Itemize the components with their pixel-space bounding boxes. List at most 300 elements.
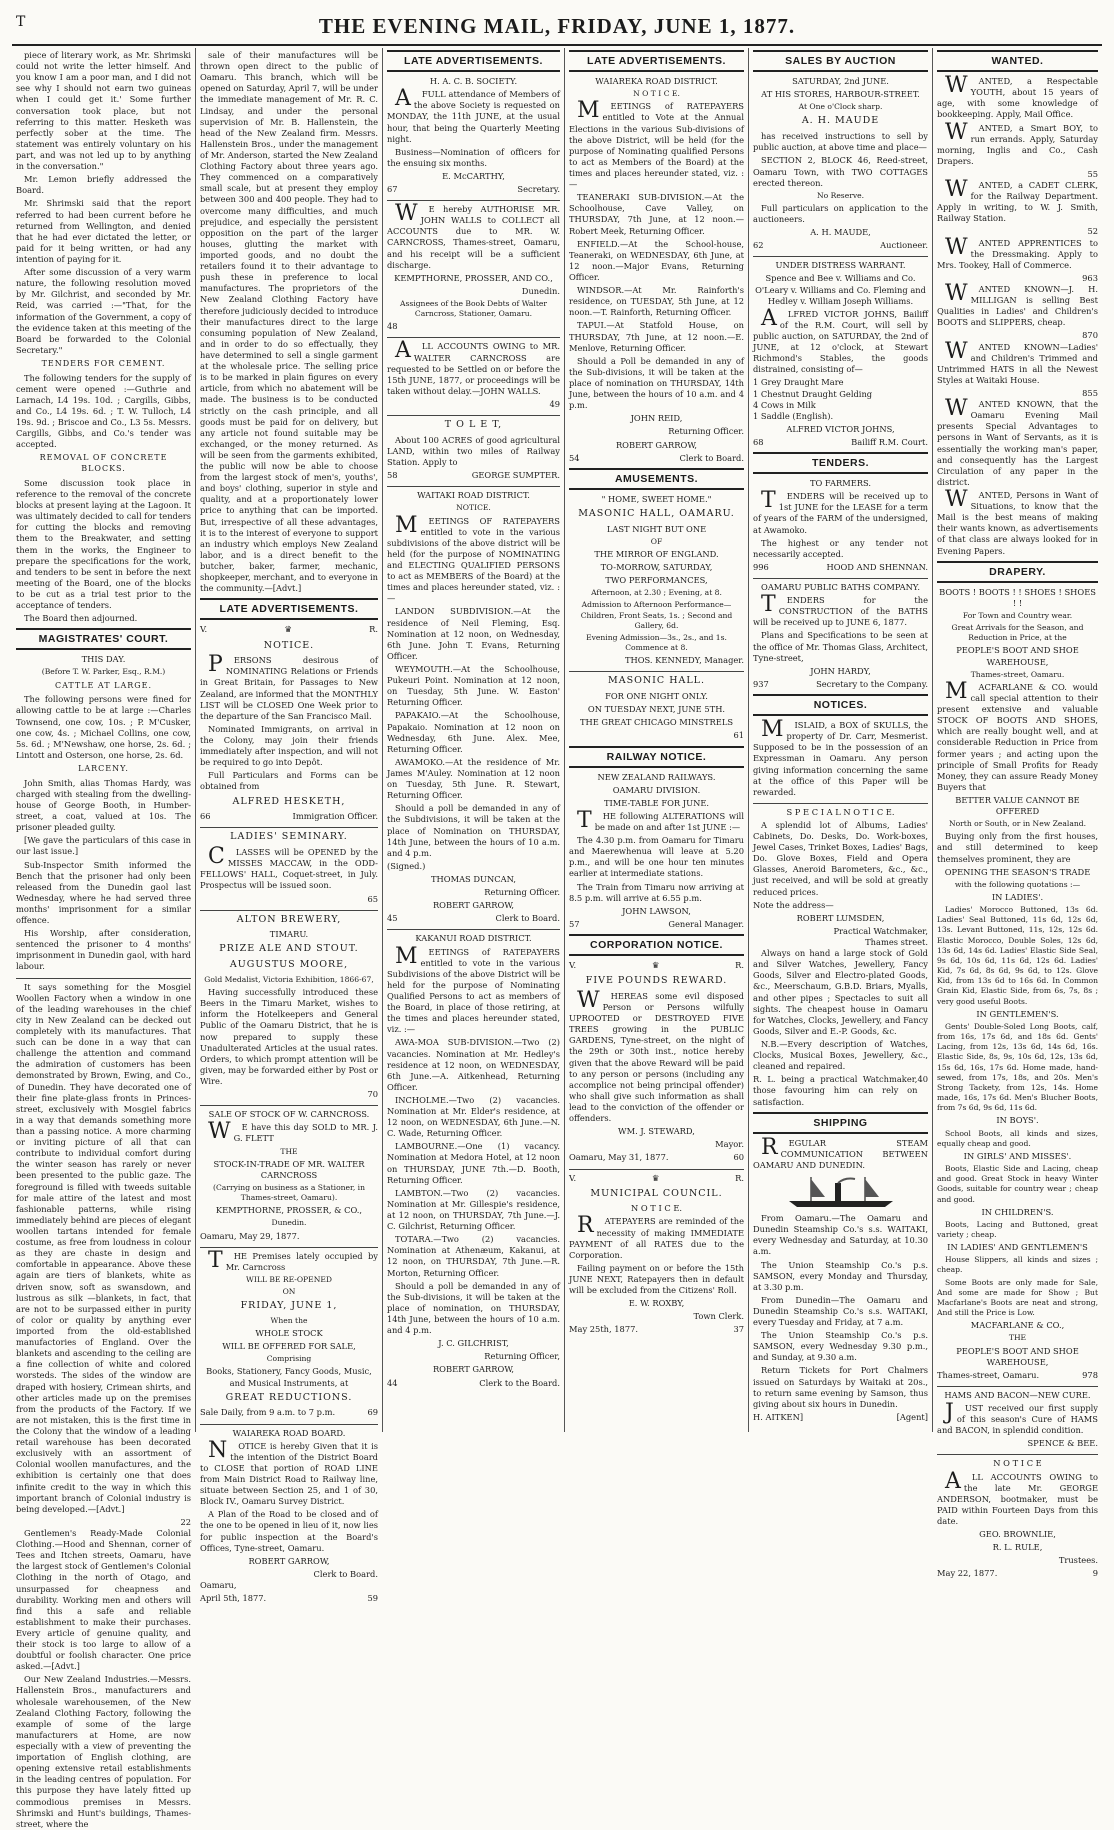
divider <box>387 415 560 416</box>
ad-subheading: IN GENTLEMEN'S. <box>976 1008 1059 1019</box>
divider <box>200 827 378 828</box>
ad-number: 48 <box>387 321 398 332</box>
ad-title: OAMARU PUBLIC BATHS COMPANY. <box>761 582 920 593</box>
ad-paragraph: The Union Steamship Co.'s p.s. SAMSON, every Monday and Thursday, at 3.30 p.m. <box>753 1259 928 1292</box>
ad-paragraph: School Boots, all kinds and sizes, equally cheap and good. <box>937 1128 1098 1148</box>
ad-signatory: ROBERT GARROW, <box>432 900 515 911</box>
divider <box>387 337 560 338</box>
ad-role: Mayor. <box>715 1139 744 1150</box>
ad-signatory: MACFARLANE & CO., <box>970 1320 1065 1331</box>
ad-signatory: SPENCE & BEE. <box>1027 1438 1098 1449</box>
ad-title: NEW ZEALAND RAILWAYS. <box>597 771 716 782</box>
ad-line: PEOPLE'S BOOT AND SHOE WAREHOUSE, <box>956 1345 1079 1367</box>
section-header-notices: NOTICES. <box>753 694 928 716</box>
ad-paragraph: ENFIELD.—At the School-house, Teaneraki, on WEDNESDAY, 6th June, at 12 noon.—Major Evans, Returning Officer. <box>569 238 744 282</box>
ad-number: 40 <box>917 1074 928 1085</box>
ad-number: 37 <box>733 1324 744 1335</box>
ad-role: Trustees. <box>1058 1555 1098 1566</box>
vr-line <box>569 960 744 971</box>
ad-paragraph: TOTARA.—Two (2) vacancies. Nomination at Athenæum, Kakanui, at 12 noon, on THURSDAY, 7th June.—R. Morton, Returning Officer. <box>387 1234 560 1278</box>
ad-paragraph: THE Premises lately occupied by Mr. Carncross <box>208 1247 378 1273</box>
ad-paragraph: NOTICE is hereby Given that it is the intention of the District Board to CLOSE that portion of ROAD LINE from Main District Road to Railway line, situate between Section 25, and 1 of 30, Block IV., Oamaru Survey District. <box>200 1437 378 1507</box>
ad-paragraph: ALFRED VICTOR JOHNS, Bailiff of the R.M. Court, will sell by public auction, on SATURDAY, the 2nd of JUNE, at 12 o'clock, at Stewart Richmond's Stables, the goods distrained, consisting of— <box>753 305 928 375</box>
ad-subheading: IN CHILDREN'S. <box>981 1206 1054 1217</box>
divider <box>387 929 560 930</box>
ad-signatory: R. L. RULE, <box>992 1542 1043 1553</box>
ad-paragraph: THE following ALTERATIONS will be made on and after 1st JUNE :— <box>577 807 744 833</box>
ad-title: T O L E T, <box>444 419 503 431</box>
ad-number: 70 <box>367 1089 378 1100</box>
ad-footer <box>569 1152 744 1163</box>
ad-paragraph: The highest or any tender not necessarily accepted. <box>753 537 928 559</box>
ad-footer <box>753 1412 928 1423</box>
ad-place: Dunedin. <box>521 285 560 296</box>
ad-paragraph: Plans and Specifications to be seen at the office of Mr. Thomas Glass, Architect, Tyne-street, <box>753 630 928 663</box>
subheading: LARCENY. <box>78 764 129 774</box>
section-header-amusements: AMUSEMENTS. <box>569 468 744 490</box>
ad-line: No Reserve. <box>816 190 865 200</box>
ad-signatory: J. C. GILCHRIST, <box>438 1338 509 1349</box>
ad-role: Secretary. <box>517 184 560 195</box>
ad-line: Books, Stationery, Fancy Goods, Music, and Musical Instruments, at <box>206 1366 372 1388</box>
ad-paragraph: JUST received our first supply of this season's Cure of HAMS and BACON, in splendid condition. <box>937 1399 1098 1436</box>
ad-paragraph: N.B.—Every description of Watches, Clocks, Musical Boxes, Jewellery, &c., cleaned and repaired. <box>753 1039 928 1072</box>
list-item: 1 Grey Draught Mare <box>753 377 844 388</box>
ad-paragraph: From Oamaru.—The Oamaru and Dunedin Steamship Co.'s s.s. WAITAKI, every Wednesday and Saturday, at 10.30 a.m. <box>753 1213 928 1257</box>
ad-paragraph: WEYMOUTH.—At the Schoolhouse, Pukeuri Point. Nomination at 12 noon, on Tuesday, 5th June. W. Easton' Returning Officer. <box>387 664 560 708</box>
ad-footer <box>937 1568 1098 1579</box>
divider <box>753 578 928 579</box>
ad-name: AUGUSTUS MOORE, <box>229 959 349 971</box>
ad-paragraph: WANTED KNOWN, that the Oamaru Evening Mail presents Special Advantages to persons in Want of Servants, as it is essentially the working man's paper, and consequently has the Largest Circulation of any paper in the district. <box>937 396 1098 487</box>
ad-number: 978 <box>1082 1369 1098 1380</box>
ad-date: April 5th, 1877. <box>200 1593 267 1604</box>
ad-footer <box>387 913 560 924</box>
ad-line: Assignees of the Book Debts of Walter Carncross, Stationer, Oamaru. <box>399 299 548 319</box>
ad-title: S P E C I A L N O T I C E. <box>786 806 895 817</box>
ad-paragraph: MEETINGS of RATEPAYERS entitled to vote in the various Subdivisions of the above District will be held for the purpose of Nominating Qualified Persons to act as members of the Board, in place of those retiring, at the times and places hereunder stated, viz. :— <box>387 943 560 1035</box>
column-3 <box>383 48 565 1432</box>
article-paragraph: The following persons were fined for allowing cattle to be at large :—Charles Townsend, one cow, 10s. ; P. M'Cusker, one cow, 4s. ; Michael Collins, one cow, 5s. 6d. ; M'Newshaw, one horse, 2s. 6d. ; Lintott and Osterson, one horse, 2s. 6d. <box>16 694 191 760</box>
ad-title: WAIAREKA ROAD BOARD. <box>232 1427 346 1438</box>
ad-footer <box>569 919 744 930</box>
ad-paragraph: WINDSOR.—At Mr. Rainforth's residence, on TUESDAY, 5th June, at 12 noon.—T. Rainforth, Returning Officer. <box>569 285 744 318</box>
section-header-late-advertisements: LATE ADVERTISEMENTS. <box>200 598 378 620</box>
ad-verse: Some Boots are only made for Sale, And some are made for Show ; But Macfarlane's Boots are neat and strong, And still the Price is Low. <box>937 1277 1098 1318</box>
ad-number: 60 <box>733 1152 744 1163</box>
ad-role: Returning Officer, <box>484 1351 560 1362</box>
vr-line <box>569 1173 744 1184</box>
ad-paragraph: WANTED, a Smart BOY, to run errands. Apply, Saturday morning, Inglis and Co., Cash Drapers. <box>937 119 1098 166</box>
divider <box>569 1169 744 1170</box>
ad-paragraph: PERSONS desirous of NOMINATING Relations or Friends in Great Britain, for Passages to New Zealand, are informed that the MONTHLY LIST will be CLOSED One Week prior to the departure of the San Francisco Mail. <box>200 652 378 721</box>
divider <box>753 803 928 804</box>
ad-number: 65 <box>367 893 378 904</box>
ad-line: At One o'Clock sharp. <box>798 102 883 112</box>
ad-role: Clerk to Board. <box>313 1568 378 1579</box>
subheading: THIS DAY. <box>81 654 126 665</box>
ad-number: 870 <box>1082 330 1098 341</box>
ad-paragraph: ALL ACCOUNTS OWING to the late Mr. GEORGE ANDERSON, bootmaker, must be PAID within Fourteen Days from this date. <box>937 1468 1098 1526</box>
ad-line: THE GREAT CHICAGO MINSTRELS <box>579 717 734 728</box>
ad-role: Secretary to the Company. <box>816 678 928 689</box>
ad-paragraph: WANTED KNOWN—J. H. MILLIGAN is selling Best Qualities in Ladies' and Children's BOOTS and SLIPPERS, cheap. <box>937 281 1098 328</box>
ad-footer <box>753 437 928 448</box>
ad-line: Afternoon, at 2.30 ; Evening, at 8. <box>591 588 722 598</box>
article-paragraph: Gentlemen's Ready-Made Colonial Clothing.—Hood and Shennan, corner of Tees and Itchen streets, Oamaru, have the largest stock of Gentlemen's Colonial Clothing in the north of Otago, and unsurpassed for cheapness and durability. Working men and others will find this a safe and reliable establishment to make their purchases. Every article of genuine quality, and their stock is too large to allow of a doubtful or foolish character. One price asked.—[Advt.] <box>16 1527 191 1672</box>
ad-title: MUNICIPAL COUNCIL. <box>590 1187 723 1199</box>
divider <box>200 1247 378 1248</box>
vr-v: V. <box>569 1172 577 1183</box>
ad-line: ON TUESDAY NEXT, JUNE 5TH. <box>587 704 726 715</box>
ad-date: Oamaru, May 29, 1877. <box>200 1230 300 1241</box>
ad-signatory: ROBERT GARROW, <box>615 439 698 450</box>
ad-line: BETTER VALUE CANNOT BE OFFERED <box>955 794 1080 817</box>
ad-number: 66 <box>200 811 211 822</box>
ad-subtitle: Gold Medalist, Victoria Exhibition, 1866-67, <box>204 974 374 984</box>
ad-line: For Town and Country wear. <box>962 610 1073 620</box>
article-paragraph: Some discussion took place in reference to the removal of the concrete blocks at present laying at the Lagoon. It was ultimately decided to call for tenders for cutting the blocks and removing them to the Breakwater, and setting them in the works, the Engineer to prepare the specifications for the work, and tenders to be sent in before the next meeting of the Board, one of the blocks to be cut as a trial test prior to the acceptance of tenders. <box>16 477 191 611</box>
ad-paragraph: Should a Poll be demanded in any of the Sub-divisions, it will be taken at the place of nomination on THURSDAY, 14th June, between the hours of 10 a.m. and 4 p.m. <box>569 355 744 411</box>
ad-paragraph: has received instructions to sell by public auction, at above time and place— <box>753 131 928 153</box>
divider <box>387 486 560 487</box>
ad-line: Comprising <box>266 1354 312 1364</box>
ad-number: 69 <box>367 1407 378 1418</box>
steamship-icon <box>781 1175 901 1209</box>
column-6 <box>933 48 1102 1579</box>
ad-title: MASONIC HALL. <box>607 675 706 687</box>
ad-subtitle: TIMARU. <box>269 929 309 940</box>
ad-subheading: IN LADIES'. <box>991 891 1044 902</box>
ad-paragraph: ALL ACCOUNTS OWING to MR. WALTER CARNCROSS are requested to be Settled on or before the 15th JUNE, 1877, or proceedings will be taken without delay.—JOHN WALLS. <box>387 338 560 396</box>
ad-signatory: GEORGE SUMPTER. <box>471 470 560 481</box>
ad-line: SATURDAY, 2nd JUNE. <box>792 76 889 87</box>
ad-role: General Manager. <box>668 918 744 929</box>
ad-paragraph: SECTION 2, BLOCK 46, Reed-street, Oamaru Town, with TWO COTTAGES erected thereon. <box>753 155 928 188</box>
subheading: (Before T. W. Parker, Esq., R.M.) <box>41 667 166 677</box>
vr-r: R. <box>735 1172 744 1183</box>
ad-number: 44 <box>387 1377 398 1388</box>
divider <box>937 1454 1098 1455</box>
ad-paragraph: A Plan of the Road to be closed and of the one to be opened in lieu of it, now lies for public inspection at the Board's Offices, Tyne-street, Oamaru. <box>200 1509 378 1553</box>
notice-title: N O T I C E. <box>630 1203 683 1214</box>
crown-icon: ♛ <box>284 624 292 635</box>
divider <box>569 671 744 672</box>
ad-title: SALE OF STOCK OF W. CARNCROSS. <box>208 1109 370 1120</box>
ad-title: WAITAKI ROAD DISTRICT. <box>417 490 530 501</box>
ad-paragraph: PAPAKAIO.—At the Schoolhouse, Papakaio. Nomination at 12 noon on Wednesday, 6th June. Alex. Mee, Returning Officer. <box>387 710 560 754</box>
column-2 <box>196 48 383 1604</box>
ad-line: When the <box>270 1315 308 1325</box>
ad-line: WHOLE STOCK <box>255 1328 323 1339</box>
ad-signatory: A. H. MAUDE, <box>810 227 871 238</box>
divider <box>16 978 191 979</box>
columns <box>12 48 1102 1829</box>
ad-footer <box>569 1324 744 1335</box>
ad-subheading: IN GIRLS' AND MISSES'. <box>963 1150 1072 1161</box>
ad-number: 54 <box>569 452 580 463</box>
ad-line: with the following quotations :— <box>954 879 1081 889</box>
article-paragraph: His Worship, after consideration, sentenced the prisoner to 4 months' imprisonment in Dunedin gaol, with hard labour. <box>16 928 191 972</box>
ad-title: FIVE POUNDS REWARD. <box>585 975 728 987</box>
ad-number: 58 <box>387 470 398 481</box>
ad-paragraph: MISLAID, a BOX of SKULLS, the property of Dr. Carr, Mesmerist. Supposed to be in the possession of an Expressman in Oamaru. Any person giving information concerning the same at the office of this Paper will be rewarded. <box>753 717 928 797</box>
ad-paragraph: WE have this day SOLD to MR. J. G. FLETT <box>208 1119 378 1145</box>
divider <box>200 1424 378 1425</box>
ad-role: Town Clerk. <box>693 1311 744 1322</box>
ad-paragraph: Business—Nomination of officers for the ensuing six months. <box>387 146 560 168</box>
list-item: 4 Cows in Milk <box>753 399 816 410</box>
ad-number: 937 <box>753 678 769 689</box>
section-header-sales-by-auction: SALES BY AUCTION <box>753 50 928 72</box>
ad-line: FOR ONE NIGHT ONLY. <box>605 691 708 702</box>
ad-paragraph: The 4.30 p.m. from Oamaru for Timaru and Maerewhenua will leave at 5.20 p.m., and will be one hour ten minutes earlier at intermediate stations. <box>569 835 744 879</box>
masthead-mark: T <box>16 14 26 30</box>
vr-line <box>200 624 378 635</box>
ad-paragraph: About 100 ACRES of good agricultural LAND, within two miles of Railway Station. Apply to <box>387 434 560 468</box>
ad-paragraph: House Slippers, all kinds and sizes ; cheap. <box>937 1255 1098 1275</box>
crown-icon: ♛ <box>651 960 660 971</box>
subheading: CATTLE AT LARGE. <box>54 680 153 690</box>
ad-subtitle: OAMARU DIVISION. <box>612 784 701 795</box>
divider <box>753 256 928 257</box>
ad-line: ON <box>282 1287 296 1297</box>
subheading: REMOVAL OF CONCRETE BLOCKS. <box>39 453 168 474</box>
ad-line: TWO PERFORMANCES, <box>605 575 708 586</box>
article-paragraph: The following tenders for the supply of cement were opened :—Guthrie and Larnach, L4 19s. 10d. ; Cargills, Gibbs, and Co., L4 19s. 6d. ; T. W. Tulloch, L4 19s. 9d. ; Briscoe and Co., L3 5s. Messrs. Cargills, Gibbs, and Co.'s tender was accepted. <box>16 372 191 450</box>
ad-line: North or South, or in New Zealand. <box>948 819 1087 829</box>
section-header-railway: RAILWAY NOTICE. <box>569 746 744 768</box>
article-paragraph: John Smith, alias Thomas Hardy, was charged with stealing from the dwelling-house of George Booth, in Humber-street, a coat, valued at 10s. The prisoner pleaded guilty. <box>16 777 191 833</box>
ad-paragraph: A splendid lot of Albums, Ladies' Cabinets, Do. Desks, Do. Work-boxes, Jewel Cases, Trinket Boxes, Ladies' Bags, Do. Glove Boxes, Field and Opera Glasses, Aneroid Barometers, &c., &c., just received, and will be sold at greatly reduced prices. <box>753 819 928 897</box>
ad-number: 67 <box>387 184 398 195</box>
ad-number: 61 <box>733 730 744 741</box>
ad-line: TO-MORROW, SATURDAY, <box>600 562 713 573</box>
ad-signatory: JOHN REID, <box>630 413 683 424</box>
ad-number: 9 <box>1092 1568 1098 1579</box>
ad-paragraph: REGULAR STEAM COMMUNICATION BETWEEN OAMARU AND DUNEDIN. <box>753 1134 928 1170</box>
ad-place: Thames street. <box>865 937 928 948</box>
ad-paragraph: Always on hand a large stock of Gold and Silver Watches, Jewellery, Fancy Goods, Silver and Electro-plated Goods, &c., Meerschaum, G.B.D. Briars, Myalls, and other pipes ; Spectacles to suit all sights. The cheapest house in Oamaru for Watches, Clocks, Jewellery, and Fancy Goods, Silver and E.-P. Goods, &c. <box>753 948 928 1036</box>
ad-paragraph: AFULL attendance of Members of the above Society is requested on MONDAY, the 11th JUNE, at the usual hour, that being the Quarterly Meeting night. <box>387 86 560 144</box>
ad-line: WILL BE RE-OPENED <box>246 1274 332 1284</box>
ad-paragraph: WANTED, a Respectable YOUTH, about 15 years of age, with some knowledge of bookkeeping. Apply, Mail Office. <box>937 73 1098 120</box>
ad-footer <box>753 1074 928 1107</box>
ad-paragraph: WHEREAS some evil disposed Person or Persons wilfully UPROOTED or DESTROYED FIVE TREES growing in the PUBLIC GARDENS, Tyne-street, on the night of the 29th or 30th inst., notice hereby given that the above Reward will be paid to any person or persons (including any accomplice not being principal offender) who shall give such information as shall lead to the conviction of the offender or offenders. <box>569 987 744 1124</box>
column-5 <box>749 48 933 1432</box>
ad-line: LAST NIGHT BUT ONE <box>606 523 707 534</box>
ad-subtitle: TIME-TABLE FOR JUNE. <box>603 797 710 808</box>
ad-line: " HOME, SWEET HOME." <box>601 493 712 504</box>
ad-signatory: ALFRED HESKETH, <box>232 795 346 807</box>
ad-title: TO FARMERS. <box>809 478 872 489</box>
section-header-tenders: TENDERS. <box>753 452 928 474</box>
ad-signatory: E. McCARTHY, <box>442 170 505 181</box>
ad-number: 855 <box>1082 388 1098 399</box>
ad-line: Great Arrivals for the Season, and Reduction in Price, at the <box>951 623 1084 643</box>
ad-paragraph: Having successfully introduced these Beers in the Timaru Market, wishes to inform the Hotelkeepers and General Public of the Oamaru District, that he is now prepared to supply these Unadulterated Articles at the usual rates. Orders, to which prompt attention will be given, may be forwarded either by Post or Wire. <box>200 987 378 1086</box>
ad-paragraph: Ladies' Morocco Buttoned, 13s 6d. Ladies' Seal Buttoned, 11s 6d, 12s 6d, 13s. Levant Buttoned, 11s, 12s, 12s 6d. Elastic Morocco, Double Soles, 12s 6d, 13s 6d, 14s 6d. Ladies' Elastic Side Seal, 9s 6d, 10s 6d, 11s 6d, 12s 6d. Ladies' Kid, 7s 6d, 8s 6d, 9s 6d, to 12s. Glove Kid, from 13s 6d to 16s 6d. In Common Grain Kid, Elastic Side, from 6s, 7s, 8s ; very good useful Boots. <box>937 905 1098 1006</box>
article-paragraph: Mr. Lemon briefly addressed the Board. <box>16 174 191 196</box>
ad-number: 963 <box>1082 272 1098 283</box>
ad-paragraph: Full Particulars and Forms can be obtained from <box>200 770 378 792</box>
ad-signatory: E. W. ROXBY, <box>628 1298 685 1309</box>
ad-number: 55 <box>1087 168 1098 179</box>
ad-line: OF <box>650 536 663 546</box>
ad-paragraph: AWAMOKO.—At the residence of Mr. James M'Auley. Nomination at 12 noon on Tuesday, 5th June. R. Stewart, Returning Officer. <box>387 756 560 801</box>
ad-title: ALTON BREWERY, <box>236 913 342 925</box>
notice-title: N O T I C E <box>993 1458 1042 1469</box>
ad-title: HAMS AND BACON—NEW CURE. <box>944 1389 1091 1400</box>
ad-paragraph: LANDON SUBDIVISION.—At the residence of Neil Fleming, Esq. Nomination at 12 noon, on Wednesday, 6th June. John T. Evans, Returning Officer. <box>387 606 560 661</box>
ad-footer <box>387 470 560 481</box>
ad-subheading: IN BOYS'. <box>996 1115 1039 1126</box>
ad-paragraph: TENDERS for the CONSTRUCTION of the BATHS will be received up to JUNE 6, 1877. <box>753 592 928 628</box>
ad-paragraph: From Dunedin—The Oamaru and Dunedin Steamship Co.'s s.s. WAITAKI, every Tuesday and Friday, at 7 a.m. <box>753 1294 928 1328</box>
ad-title: UNDER DISTRESS WARRANT. <box>775 260 906 271</box>
ad-footer <box>569 453 744 464</box>
ad-date: Oamaru, May 31, 1877. <box>569 1152 669 1163</box>
ad-number: 68 <box>753 436 764 447</box>
article-paragraph: It says something for the Mosgiel Woollen Factory when a window in one of the leading warehouses in the chief city in New Zealand can be decked out completely with its manufactures. That such can be done in a way that can challenge the attention and command the admiration of customers has been demonstrated by Brown, Ewing, and Co., of Dunedin. They have decorated one of their fine plate-glass fronts in Princes-street, exclusively with Mosgiel fabrics in a way that demands something more than a passing notice. A more charming or inviting picture of all that can contribute to individual comfort during the winter season has rarely or never been presented to the public gaze. The foreground is filled with tweeds suitable for male attire of the latest and most fashionable patterns, while rising immediately behind are pieces of elegant woollen tartans intended for female costume, as free from loudness in colour as they are chaste in design and comfortable in appearance. Above these again are tiers of blankets, white as driven snow, soft as swansdown, and lustrous as silk —blankets, in fact, that are not to be surpassed either in purity of color or quality by anything ever imported from the old-established manufactories of England. Over the blankets and ascending to the ceiling are a fine collection of white and colored worsteds. The sides of the window are draped with hosiery, Crimean shirts, and other articles made up on the premises from the products of the Factory. If we are not mistaken, this is the first time in the Colony that the window of a leading retail warehouse has been decorated exclusively with an assortment of Colonial woollen manufactures, and the exhibition is certainly one that does infinite credit to the way in which this important branch of Colonial industry is being developed.—[Advt.] <box>16 981 191 1514</box>
ad-line: Evening Admission—3s., 2s., and 1s. Commence at 8. <box>586 632 727 653</box>
ad-paragraph: CLASSES will be OPENED by the MISSES MACCAW, in the ODD-FELLOWS' HALL, Coquet-street, in July. Prospectus will be issued soon. <box>200 844 378 891</box>
ad-footer <box>200 1407 378 1418</box>
ad-paragraph: Should a poll be demanded in any of the Sub-divisions, it will be taken at the place of nomination, on THURSDAY, 14th June, between the hours of 10 a.m. and 4 p.m. <box>387 1280 560 1336</box>
vr-v: V. <box>569 960 577 971</box>
ad-line: WILL BE OFFERED FOR SALE, <box>222 1341 356 1352</box>
ad-footer <box>387 1378 560 1389</box>
ad-line: R. L. being a practical Watchmaker, those favouring him can rely on satisfaction. <box>753 1074 918 1107</box>
ad-paragraph: Full particulars on application to the auctioneers. <box>753 202 928 224</box>
ad-role: [Agent] <box>896 1411 928 1422</box>
ad-paragraph: WANTED, Persons in Want of Situations, to know that the Mail is the best means of making their wants known, as advertisements of that class are always looked for in Evening Papers. <box>937 487 1098 556</box>
ad-signatory: ROBERT LUMSDEN, <box>796 912 885 923</box>
ad-paragraph: The Train from Timaru now arriving at 8.5 p.m. will arrive at 6.55 p.m. <box>569 881 744 903</box>
ad-paragraph: INCHOLME.—Two (2) vacancies. Nomination at Mr. Elder's residence, at 12 noon, on WEDNESDAY, 6th June.—N. C. Wade, Returning Officer. <box>387 1094 560 1139</box>
ad-signatory: JOHN HARDY, <box>810 665 871 676</box>
section-header-shipping: SHIPPING <box>753 1112 928 1134</box>
ad-paragraph: MEETINGS OF RATEPAYERS entitled to vote in the various subdivisions of the above district will be held (for the purpose of NOMINATING and ELECTING QUALIFIED PERSONS to act as MEMBERS of the Board) at the times and places hereunder stated, viz. :— <box>387 512 560 604</box>
ad-line: Admission to Afternoon Performance—Children, Front Seats, 1s. ; Second and Gallery, 6d. <box>580 600 733 630</box>
ad-subheading: IN LADIES' AND GENTLEMEN'S <box>947 1242 1088 1253</box>
ad-paragraph: WE hereby AUTHORISE MR. JOHN WALLS to COLLECT all ACCOUNTS due to MR. W. CARNCROSS, Thames-street, Oamaru, and his receipt will be a sufficient discharge. <box>387 201 560 270</box>
notice-title: NOTICE. <box>263 639 315 651</box>
ad-footer <box>937 1370 1098 1381</box>
ad-signatory: JOHN LAWSON, <box>622 905 691 916</box>
ad-role: Bailiff R.M. Court. <box>851 436 928 447</box>
ad-number: 49 <box>549 399 560 410</box>
ad-paragraph: AWA-MOA SUB-DIVISION.—Two (2) vacancies. Nomination at Mr. Hedley's residence at 12 noon, on WEDNESDAY, 6th June.—A. Aitkenhead, Returning Officer. <box>387 1037 560 1092</box>
ad-paragraph: LAMBOURNE.—One (1) vacancy. Nomination at Medora Hotel, at 12 noon on THURSDAY, JUNE 7th.—D. Booth, Returning Officer. <box>387 1141 560 1185</box>
ad-signatory: KEMPTHORNE, PROSSER, AND CO., <box>394 272 553 283</box>
subheading: TENDERS FOR CEMENT. <box>41 358 166 368</box>
section-header-corporation: CORPORATION NOTICE. <box>569 934 744 956</box>
ad-footer <box>387 184 560 195</box>
vr-r: R. <box>735 960 744 971</box>
ad-line: Note the address— <box>753 899 834 910</box>
ad-title: H. A. C. B. SOCIETY. <box>429 76 518 87</box>
ad-signatory: WM. J. STEWARD, <box>618 1126 695 1137</box>
ad-signatory: THOMAS DUNCAN, <box>431 873 516 884</box>
ad-number: 52 <box>1087 226 1098 237</box>
ad-paragraph: LAMBTON.—Two (2) vacancies. Nomination at Mr. Gillespie's residence, at 12 noon, on THURSDAY, 7th June.—J. C. Gilchrist, Returning Officer. <box>387 1187 560 1232</box>
ad-line: THE <box>1008 1333 1027 1343</box>
ad-footer <box>753 562 928 573</box>
vr-r: R. <box>369 624 378 635</box>
vr-v: V. <box>200 624 208 635</box>
ad-role: Clerk to Board. <box>495 913 560 924</box>
ad-paragraph: Boots, Elastic Side and Lacing, cheap and good. Great Stock in heavy Winter Goods, suitable for country wear ; cheap and good. <box>937 1163 1098 1204</box>
column-1 <box>12 48 196 1829</box>
article-paragraph: piece of literary work, as Mr. Shrimski could not write the letter himself. And you know I am a poor man, and I did not see why I should not earn two guineas when I could get it.' Some further conversation took place, but not referring to this matter. Hesketh was perfectly sober at the time. The statement was entirely voluntary on his part, and was not led up to by anything in the conversation." <box>16 50 191 172</box>
ad-signatory: H. AITKEN] <box>753 1411 804 1422</box>
ad-title: LADIES' SEMINARY. <box>230 831 348 843</box>
ad-subtitle: PRIZE ALE AND STOUT. <box>219 943 359 955</box>
ad-paragraph: Gents' Double-Soled Long Boots, calf, from 16s, 17s 6d, and 18s 6d. Gents' Lacing, from 12s, 13s 6d, 14s 6d, 16s. Elastic Side, 8s, 9s, 10s 6d, 12s, 13s 6d, 15s 6d, 16s, 17s 6d. Home made, hand-sewed, from 17s, 18s, and 20s. Men's Strong Tackety, from 12s, 14s. Home made, 16s, 17s 6d. Men's Blucher Boots, from 7s 6d, 9s 6d, 11s 6d. <box>937 1021 1098 1113</box>
ad-signatory: KEMPTHORNE, PROSSER, & CO., <box>215 1205 363 1216</box>
ad-signatory: ROBERT GARROW, <box>248 1555 330 1566</box>
ad-role: Practical Watchmaker, <box>833 925 928 936</box>
ad-paragraph: TEANERAKI SUB-DIVISION.—At the Schoolhouse, Cave Valley, on THURSDAY, 7th June, at 12 noon.—Robert Meek, Returning Officer. <box>569 192 744 236</box>
ad-paragraph: The Union Steamship Co.'s p.s. SAMSON, every Wednesday 9.30 p.m., and Sunday, at 9.30 a.m. <box>753 1330 928 1363</box>
ad-date: May 25th, 1877. <box>569 1324 639 1335</box>
ad-role: Immigration Officer. <box>292 811 378 822</box>
ad-paragraph: Return Tickets for Port Chalmers issued on Saturdays by Waitaki at 20s., to return same evening by Samson, thus giving about six hours in Dunedin. <box>753 1365 928 1409</box>
ad-footer <box>200 1593 378 1604</box>
section-header-late-advertisements: LATE ADVERTISEMENTS. <box>569 50 744 72</box>
ad-signatory: ALFRED VICTOR JOHNS, <box>786 423 895 434</box>
ad-footer <box>200 811 378 822</box>
ad-title: KAKANUI ROAD DISTRICT. <box>415 933 532 944</box>
ad-paragraph: WANTED KNOWN—Ladies' and Children's Trimmed and Untrimmed HATS in all the Newest Styles at Waitaki House. <box>937 338 1098 385</box>
notice-title: NOTICE. <box>456 503 491 513</box>
ad-paragraph: WANTED, a CADET CLERK, for the Railway Department. Apply in writing, to W. J. Smith, Railway Station. <box>937 177 1098 224</box>
ad-role: Clerk to the Board. <box>479 1377 560 1388</box>
ad-paragraph: RATEPAYERS are reminded of the necessity of making IMMEDIATE PAYMENT of all RATES due to the Corporation. <box>569 1213 744 1260</box>
ad-signatory: THOS. KENNEDY, Manager. <box>624 655 744 666</box>
article-paragraph: Sub-Inspector Smith informed the Bench that the prisoner had only been released from the Dunedin gaol last Wednesday, where he had served three months' imprisonment for a similar offence. <box>16 859 191 926</box>
ad-line: THE <box>280 1146 298 1156</box>
masthead <box>12 8 1102 46</box>
ad-paragraph: MEETINGS of RATEPAYERS entitled to Vote at the Annual Elections in the various Sub-divisions of the above District, will be held (for the purpose of Nominating qualified Persons to act as Members of the Board) at the times and places hereunder stated, viz. :— <box>569 98 744 190</box>
article-paragraph: Our New Zealand Industries.—Messrs. Hallenstein Bros., manufacturers and wholesale warehousemen, of the New Zealand Clothing Factory, following the example of some of the large manufacturers at Home, are now especially with a view of preventing the importation of English clothing, are opening extensive retail establishments in the leading centres of population. For this purpose they have lately fitted up commodious premises in Messrs. Shrimski and Hunt's buildings, Thames-street, where the <box>16 1674 191 1829</box>
ad-line: Spence and Bee v. Williams and Co. O'Leary v. Williams and Co. Fleming and Hedley v. William Joseph Williams. <box>755 273 926 306</box>
ad-footer <box>753 679 928 690</box>
divider <box>937 1386 1098 1387</box>
article-paragraph: Mr. Shrimski said that the report referred to had been current before he returned from Wellington, and denied that he had ever dictated the letter, or paid for it being written, or had any intention of paying for it. <box>16 198 191 264</box>
ad-line: GREAT REDUCTIONS. <box>225 1391 353 1403</box>
article-paragraph: After some discussion of a very warm nature, the following resolution moved by Mr. Gilchrist, and seconded by Mr. Reid, was carried :—"That, for the information of the Government, a copy of the evidence taken at this meeting of the Board be forwarded to the Colonial Secretary." <box>16 267 191 355</box>
ad-line: BOOTS ! BOOTS ! ! SHOES ! SHOES ! ! <box>939 586 1096 608</box>
article-paragraph: [We gave the particulars of this case in our last issue.] <box>16 835 191 857</box>
masthead-title: THE EVENING MAIL, FRIDAY, JUNE 1, 1877. <box>318 14 796 38</box>
crown-icon: ♛ <box>651 1172 660 1183</box>
section-header-late-advertisements: LATE ADVERTISEMENTS. <box>387 50 560 72</box>
ad-line: THE MIRROR OF ENGLAND. <box>594 548 719 559</box>
ad-number: 22 <box>180 1516 191 1527</box>
ad-role: Auctioneer. <box>880 240 928 251</box>
section-header-magistrates: MAGISTRATES' COURT. <box>16 628 191 650</box>
ad-line: Sale Daily, from 9 a.m. to 7 p.m. <box>200 1407 336 1418</box>
ad-paragraph: Nominated Immigrants, on arrival in the Colony, may join their friends immediately after inspection, and will not be required to go into Depôt. <box>200 723 378 768</box>
ad-line: PEOPLE'S BOOT AND SHOE WAREHOUSE, <box>956 645 1079 667</box>
article-paragraph: sale of their manufactures will be thrown open direct to the public of Oamaru. This branch, which will be opened on Saturday, April 7, will be under the immediate management of Mr. R. C. Lindsay, and under the personal supervision of Mr. B. Hallenstein, the head of the New Zealand firm. Messrs. Hallenstein Bros., under the management of Mr. Anderson, started the New Zealand Clothing Factory about three years ago. They commenced on a comparatively small scale, but at present they employ between 300 and 400 people. They had to overcome many difficulties, and much prejudice, and especially the persistent opposition on the part of the larger houses, glutting the market with imported goods, and no doubt the retailers found it to their advantage to push these in preference to local manufactures. The proprietors of the New Zealand Clothing Factory have therefore judiciously decided to introduce their manufactures direct to the large consuming population of New Zealand, and in order to do so effectually, they have determined to sell a single garment at the wholesale price. The selling price is to be marked in plain figures on every article, from which no abatement will be made. The business is to be conducted strictly on the cash principle, and all goods must be paid for on delivery, but any article not found suitable may be exchanged, or the money returned. As will be seen from the garments exhibited, the public will now be able to choose from the largest stock of men's, youths', and boys' clothing, superior in style and quality, and at a proportionately lower price to anything that can be imported. But, irrespective of all these advantages, it is to the interest of everyone to support an industry which employs New Zealand labor, and is a direct benefit to the butcher, baker, farmer, mechanic, shopkeeper, merchant, and to everyone in the community.—[Advt.] <box>200 50 378 594</box>
ad-footer <box>753 240 928 251</box>
section-header-drapery: DRAPERY. <box>937 561 1098 583</box>
ad-signatory: ROBERT GARROW, <box>432 1364 515 1375</box>
ad-paragraph: TAPUI.—At Statfold House, on THURSDAY, 7th June, at 12 noon.—E. Menlove, Returning Officer. <box>569 320 744 353</box>
